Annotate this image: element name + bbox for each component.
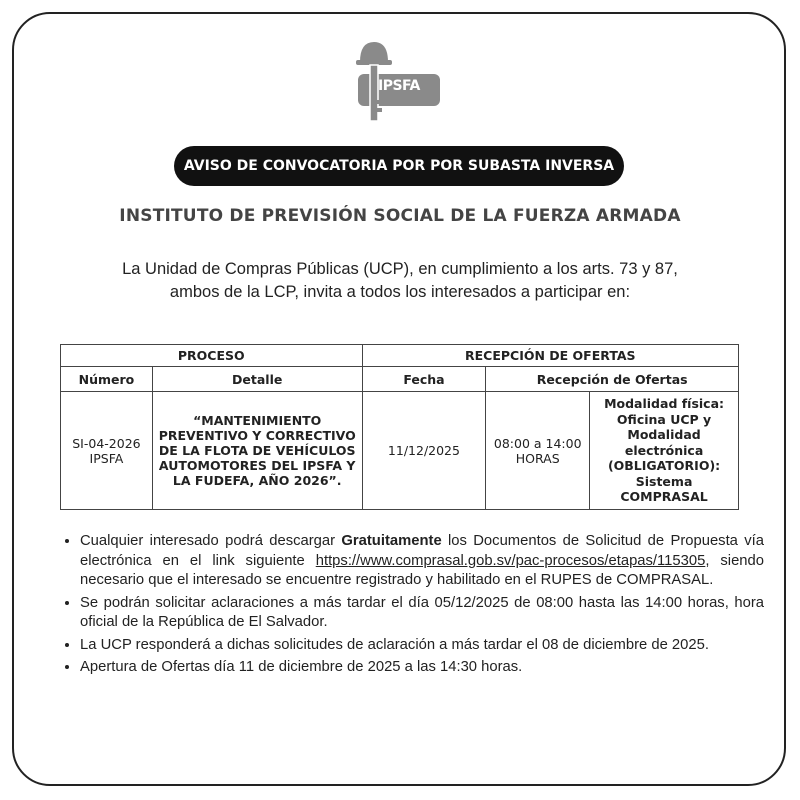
logo-wordmark: IPSFA xyxy=(378,78,420,94)
cell-hora xyxy=(486,392,590,510)
cell-modalidad: Modalidad física: Oficina UCP y Modalidad electrónica (OBLIGATORIO): Sistema COMPRASAL xyxy=(590,392,739,510)
note-1-bold: Gratuitamente xyxy=(341,533,442,549)
cell-numero xyxy=(61,392,153,510)
notice-title-banner xyxy=(174,146,624,186)
ipsfa-logo xyxy=(354,38,444,124)
hora-range: 08:00 a 14:00 xyxy=(493,435,582,451)
cell-fecha: 11/12/2025 xyxy=(362,392,486,510)
intro-line-1: La Unidad de Compras Públicas (UCP), en cumplimiento a los arts. 73 y 87, xyxy=(122,260,678,278)
list-item xyxy=(80,532,764,591)
note-1-text-end: , siendo necesario que el interesado se encuentre registrado y habilitado en el RUPES de COMPRASAL. xyxy=(80,552,764,588)
hora-unit: HORAS xyxy=(515,450,560,466)
table-row xyxy=(61,392,739,510)
list-item: • Se podrán solicitar aclaraciones a más tardar el día 05/12/2025 de 08:00 hasta las 14:00 horas, hora oficial de la República de El Salvador. xyxy=(80,594,764,633)
cell-detalle: “MANTENIMIENTO PREVENTIVO Y CORRECTIVO DE LA FLOTA DE VEHÍCULOS AUTOMOTORES DEL IPSFA Y LA FUDEFA, AÑO 2026”. xyxy=(152,392,362,510)
organization-name: INSTITUTO DE PREVISIÓN SOCIAL DE LA FUERZA ARMADA xyxy=(119,206,681,226)
col-fecha: Fecha xyxy=(362,367,486,392)
col-numero: Número xyxy=(61,367,153,392)
header-recepcion-ofertas: RECEPCIÓN DE OFERTAS xyxy=(362,345,738,367)
process-table xyxy=(60,344,739,510)
numero-entity: IPSFA xyxy=(89,450,124,466)
numero-code: SI-04-2026 xyxy=(72,435,141,451)
note-1-text: Cualquier interesado podrá descargar xyxy=(80,533,342,549)
notes-list xyxy=(60,532,764,681)
list-item: • Apertura de Ofertas día 11 de diciembre de 2025 a las 14:30 horas. xyxy=(80,658,764,678)
col-detalle: Detalle xyxy=(152,367,362,392)
note-1-text-mid: los Documentos de Solicitud de Propuesta vía electrónica en el link siguiente xyxy=(80,533,764,569)
list-item: • La UCP responderá a dichas solicitudes de aclaración a más tardar el 08 de diciembre de 2025. xyxy=(80,636,764,656)
col-recepcion: Recepción de Ofertas xyxy=(486,367,739,392)
intro-paragraph xyxy=(60,258,740,304)
banner-title: AVISO DE CONVOCATORIA POR POR SUBASTA INVERSA xyxy=(183,158,615,174)
header-proceso: PROCESO xyxy=(61,345,363,367)
comprasal-link[interactable]: https://www.comprasal.gob.sv/pac-procesos/etapas/115305 xyxy=(315,552,706,569)
intro-line-2: ambos de la LCP, invita a todos los interesados a participar en: xyxy=(169,283,631,301)
